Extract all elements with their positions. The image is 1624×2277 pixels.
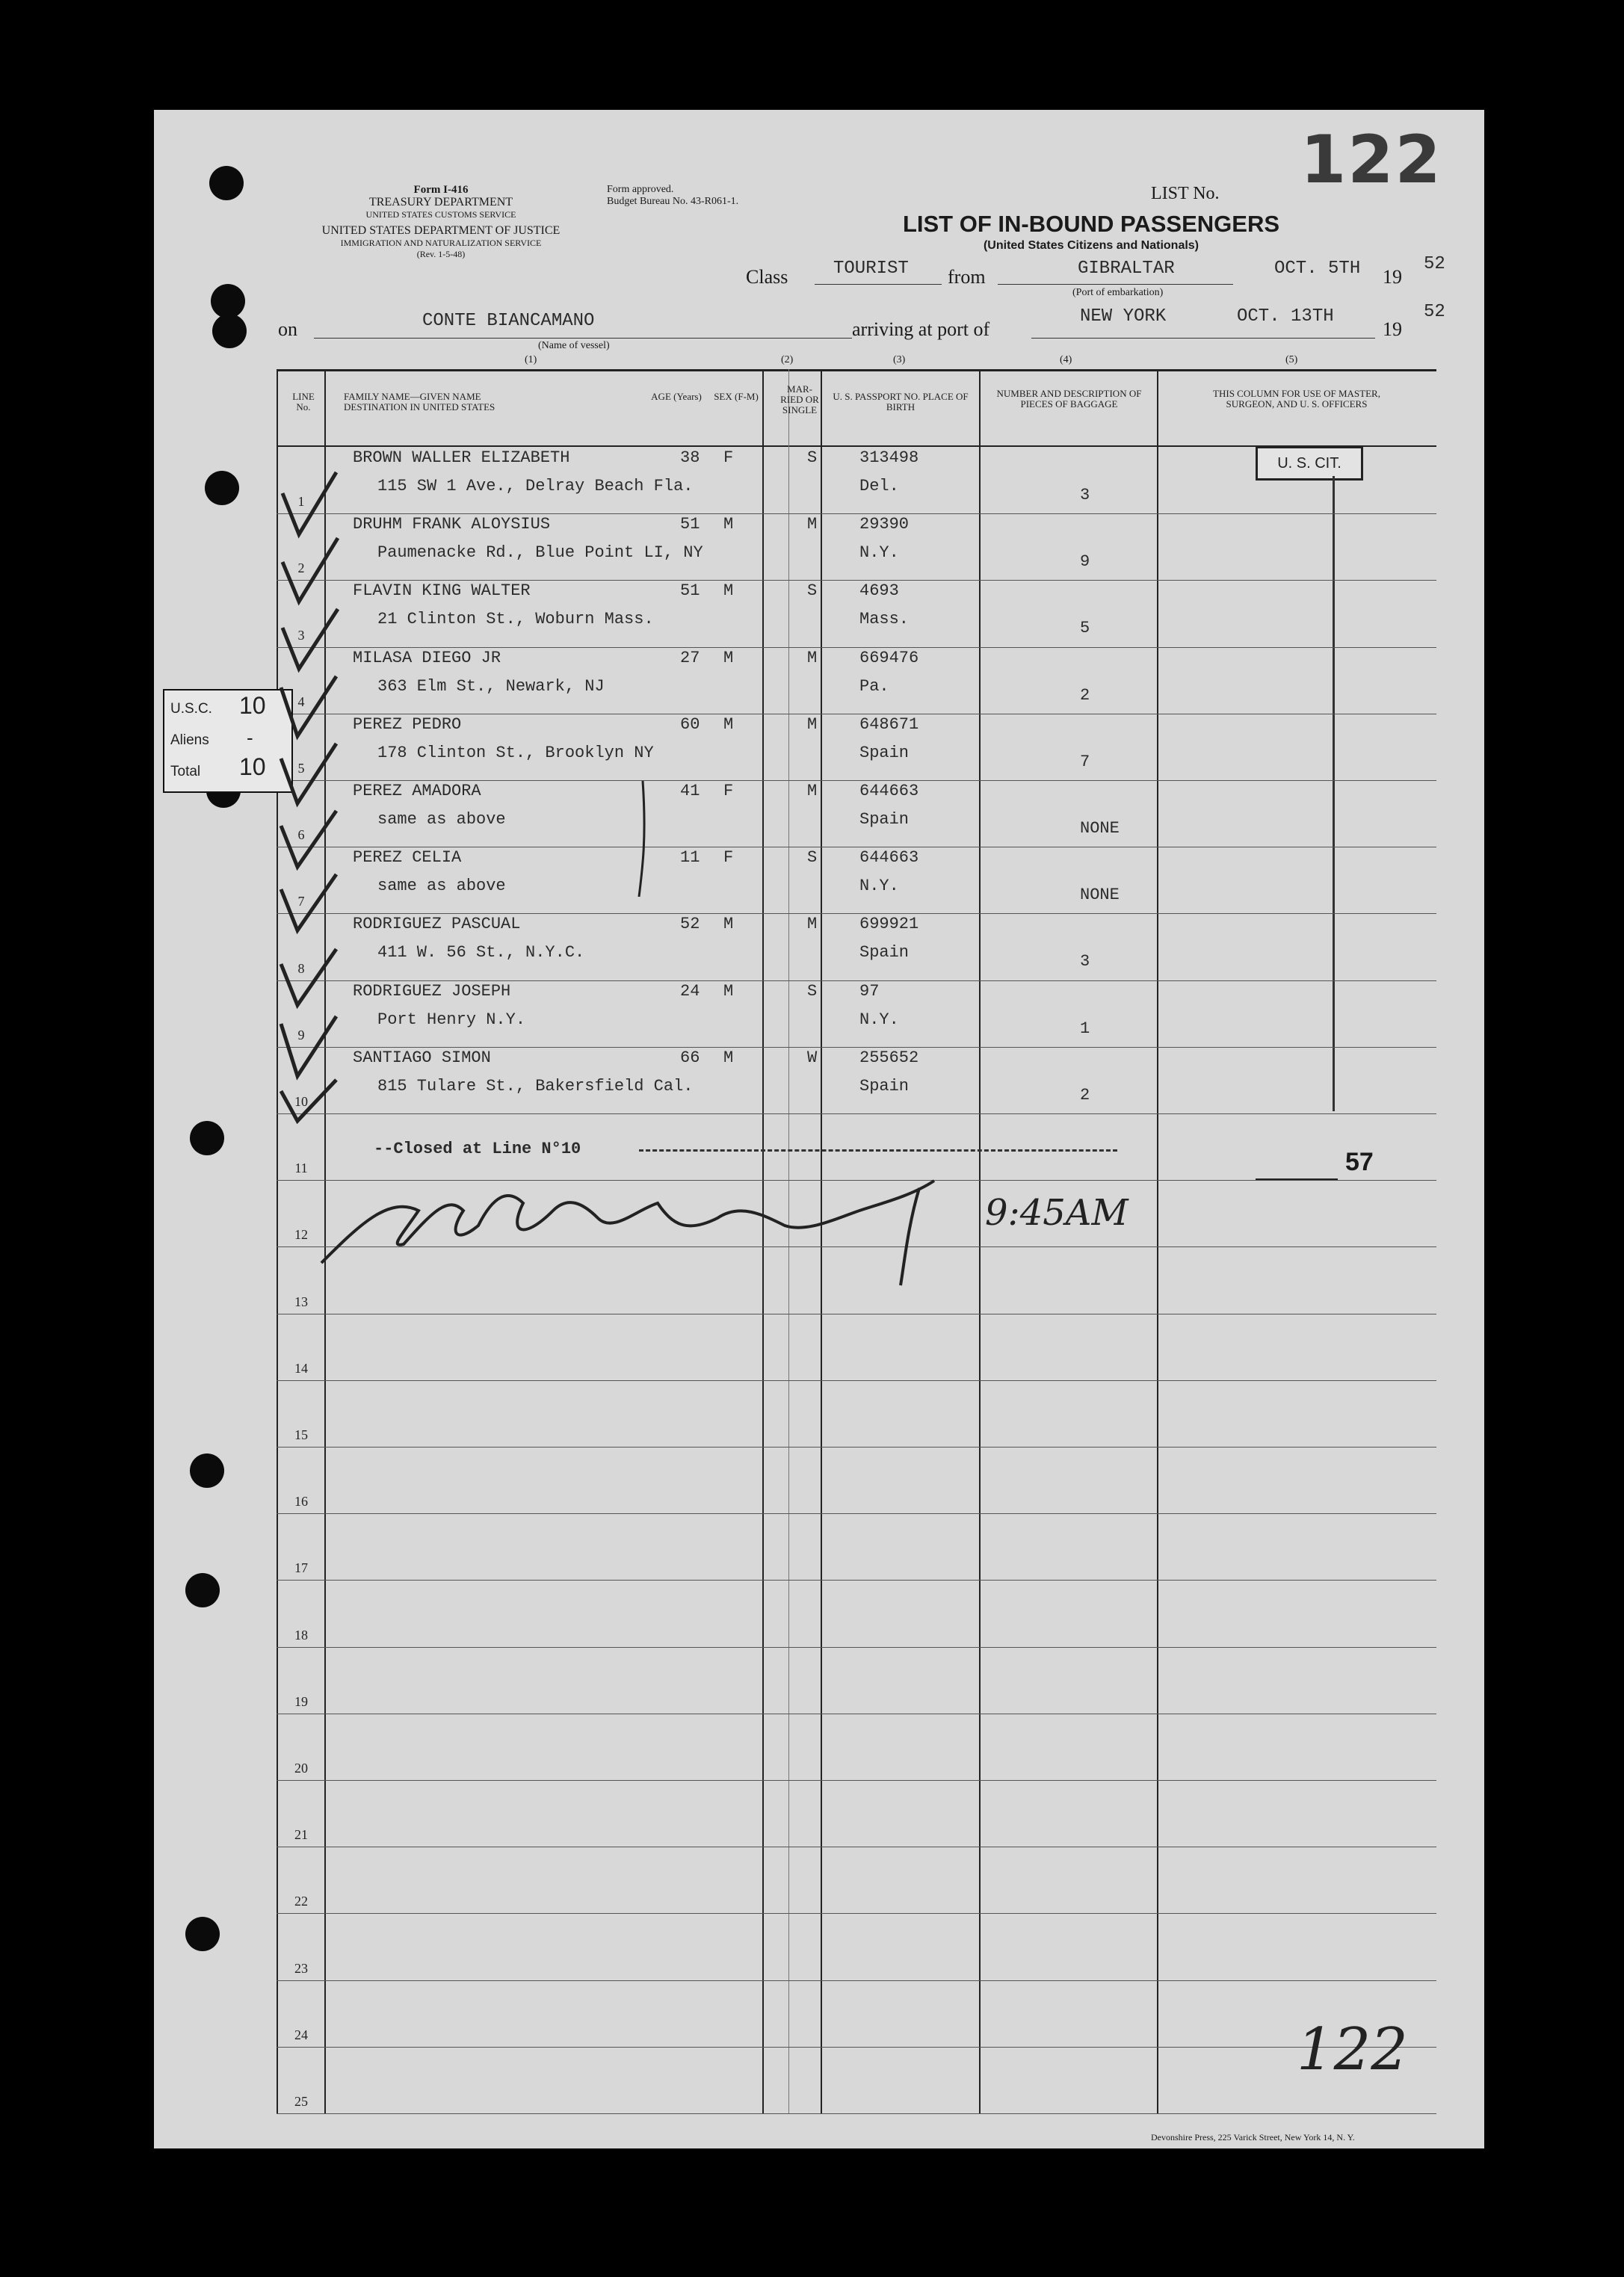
line-number: 8	[297, 960, 305, 976]
passenger-age: 51	[680, 515, 700, 534]
revision: (Rev. 1-5-48)	[416, 249, 466, 259]
passenger-address: 115 SW 1 Ave., Delray Beach Fla.	[377, 477, 694, 495]
passenger-passport: 4693	[859, 581, 899, 601]
passenger-address: Paumenacke Rd., Blue Point LI, NY	[377, 543, 703, 563]
depart-date: OCT. 5TH	[1274, 259, 1361, 279]
passenger-baggage: NONE	[1080, 886, 1120, 905]
embark-caption: (Port of embarkation)	[1072, 287, 1164, 298]
list-no-label: LIST No.	[1151, 184, 1220, 203]
passenger-age: 11	[680, 848, 700, 868]
handwritten-page-number: 122	[1297, 2016, 1408, 2083]
line-number: 20	[294, 1761, 308, 1776]
line-number: 23	[294, 1960, 308, 1976]
passenger-married: M	[807, 648, 818, 667]
line-number: 7	[297, 894, 305, 909]
line-number: 1	[297, 494, 305, 510]
col-header-officers: THIS COLUMN FOR USE OF MASTER, SURGEON, AND U. S. OFFICERS	[1213, 388, 1380, 410]
passenger-name: PEREZ CELIA	[353, 848, 462, 868]
passenger-married: M	[807, 515, 818, 534]
col-num-3: (3)	[893, 354, 906, 365]
passenger-name: PEREZ AMADORA	[353, 782, 481, 800]
line-number: 12	[294, 1227, 308, 1243]
col-header-line: LINE No.	[292, 391, 315, 413]
passenger-passport: 699921	[859, 915, 919, 934]
passenger-address: 411 W. 56 St., N.Y.C.	[377, 943, 585, 963]
line-number: 14	[294, 1360, 308, 1376]
passenger-birth: Mass.	[859, 610, 910, 629]
treasury-dept: TREASURY DEPARTMENT	[368, 196, 513, 208]
passenger-name: MILASA DIEGO JR	[353, 648, 501, 667]
passenger-address: 178 Clinton St., Brooklyn NY	[377, 743, 654, 762]
passenger-name: FLAVIN KING WALTER	[353, 581, 531, 601]
arrival-port: NEW YORK	[1080, 306, 1167, 327]
passenger-married: S	[807, 581, 818, 601]
passenger-age: 66	[680, 1048, 700, 1067]
vessel-caption: (Name of vessel)	[538, 340, 610, 351]
passenger-age: 60	[680, 714, 700, 734]
passenger-address: 21 Clinton St., Woburn Mass.	[377, 610, 654, 629]
total-label: Total	[170, 764, 201, 779]
col-header-baggage: NUMBER AND DESCRIPTION OF PIECES OF BAGGAGE	[996, 388, 1142, 410]
passenger-passport: 644663	[859, 782, 919, 800]
passenger-sex: M	[723, 1048, 734, 1067]
closed-at-line: --Closed at Line N°10	[374, 1140, 581, 1158]
form-subtitle: (United States Citizens and Nationals)	[983, 239, 1200, 252]
total-value: 10	[239, 753, 266, 780]
passenger-name: RODRIGUEZ PASCUAL	[353, 915, 521, 934]
passenger-sex: M	[723, 581, 734, 601]
line-number: 5	[297, 761, 305, 776]
col-header-age: AGE (Years)	[651, 391, 702, 402]
usc-label: U.S.C.	[170, 701, 212, 717]
printer-credit: Devonshire Press, 225 Varick Street, New York 14, N. Y.	[1151, 2132, 1355, 2142]
line-number: 3	[297, 627, 305, 643]
line-number: 10	[294, 1094, 308, 1109]
line-number: 16	[294, 1494, 308, 1510]
arrival-year: 52	[1424, 302, 1445, 322]
col-header-sex: SEX (F-M)	[714, 391, 759, 402]
line-number: 15	[294, 1427, 308, 1442]
passenger-sex: M	[723, 915, 734, 934]
passenger-address: 363 Elm St., Newark, NJ	[377, 676, 605, 696]
passenger-baggage: NONE	[1080, 819, 1120, 838]
signature-time: 9:45AM	[985, 1192, 1129, 1234]
col-num-2: (2)	[781, 354, 794, 365]
col-header-passport: U. S. PASSPORT NO. PLACE OF BIRTH	[833, 391, 969, 413]
line-number: 22	[294, 1894, 308, 1909]
passenger-baggage: 2	[1080, 685, 1090, 705]
form-id: Form I-416	[413, 184, 469, 196]
passenger-age: 38	[680, 448, 700, 467]
line-number: 19	[294, 1693, 308, 1709]
passenger-address: Port Henry N.Y.	[377, 1010, 526, 1029]
col-header-name: FAMILY NAME—GIVEN NAME DESTINATION IN UNITED STATES	[344, 391, 495, 413]
ins-service: IMMIGRATION AND NATURALIZATION SERVICE	[340, 238, 542, 248]
passenger-sex: M	[723, 515, 734, 534]
line-number: 13	[294, 1294, 308, 1309]
on-label: on	[278, 318, 297, 340]
passenger-sex: F	[723, 782, 734, 800]
total-baggage: 57	[1345, 1148, 1374, 1176]
passenger-married: M	[807, 782, 818, 800]
passenger-birth: Spain	[859, 810, 910, 829]
depart-year: 52	[1424, 254, 1445, 274]
passenger-baggage: 9	[1080, 552, 1090, 572]
passenger-married: S	[807, 981, 818, 1001]
passenger-birth: Pa.	[859, 676, 889, 696]
passenger-sex: F	[723, 848, 734, 868]
page-number-stamp: 122	[1300, 121, 1442, 198]
line-number: 4	[297, 693, 305, 709]
us-citizen-stamp: U. S. CIT.	[1256, 446, 1363, 481]
passenger-married: S	[807, 448, 818, 467]
passenger-baggage: 3	[1080, 952, 1090, 971]
justice-dept: UNITED STATES DEPARTMENT OF JUSTICE	[321, 224, 561, 237]
arriving-label: arriving at port of	[852, 318, 990, 340]
passenger-married: M	[807, 915, 818, 934]
aliens-label: Aliens	[170, 732, 209, 748]
col-header-married: MAR-RIED OR SINGLE	[780, 383, 819, 415]
arrival-date: OCT. 13TH	[1237, 306, 1334, 327]
passenger-birth: Del.	[859, 477, 899, 495]
line-number: 6	[297, 827, 305, 843]
col-num-1: (1)	[525, 354, 537, 365]
passenger-baggage: 3	[1080, 486, 1090, 504]
col-num-5: (5)	[1285, 354, 1298, 365]
passenger-passport: 644663	[859, 848, 919, 868]
passenger-birth: N.Y.	[859, 877, 899, 896]
passenger-age: 51	[680, 581, 700, 601]
passenger-age: 52	[680, 915, 700, 934]
arrival-year-prefix: 19	[1383, 318, 1402, 340]
line-number: 21	[294, 1827, 308, 1843]
class-value: TOURIST	[833, 259, 909, 279]
line-number: 25	[294, 2094, 308, 2109]
line-number: 9	[297, 1027, 305, 1042]
line-number: 2	[297, 560, 305, 576]
passenger-sex: M	[723, 648, 734, 667]
line-number: 17	[294, 1560, 308, 1576]
form-title: LIST OF IN-BOUND PASSENGERS	[902, 211, 1280, 237]
passenger-name: SANTIAGO SIMON	[353, 1048, 491, 1067]
vessel-name: CONTE BIANCAMANO	[422, 311, 595, 331]
passenger-baggage: 5	[1080, 619, 1090, 638]
passenger-sex: M	[723, 981, 734, 1001]
line-number: 18	[294, 1627, 308, 1643]
embark-port: GIBRALTAR	[1078, 259, 1175, 279]
passenger-birth: Spain	[859, 1076, 910, 1096]
passenger-name: PEREZ PEDRO	[353, 714, 462, 734]
class-label: Class	[746, 266, 788, 288]
passenger-age: 41	[680, 782, 700, 800]
passenger-passport: 648671	[859, 714, 919, 734]
passenger-passport: 313498	[859, 448, 919, 467]
passenger-name: BROWN WALLER ELIZABETH	[353, 448, 570, 467]
col-num-4: (4)	[1060, 354, 1072, 365]
customs-service: UNITED STATES CUSTOMS SERVICE	[365, 209, 516, 220]
passenger-age: 24	[680, 981, 700, 1001]
budget-bureau: Budget Bureau No. 43-R061-1.	[607, 196, 739, 207]
passenger-address: same as above	[377, 877, 506, 896]
passenger-birth: N.Y.	[859, 1010, 899, 1029]
depart-year-prefix: 19	[1383, 266, 1402, 288]
passenger-address: same as above	[377, 810, 506, 829]
passenger-name: RODRIGUEZ JOSEPH	[353, 981, 511, 1001]
from-label: from	[948, 266, 986, 288]
line-number: 11	[294, 1161, 308, 1176]
passenger-baggage: 1	[1080, 1019, 1090, 1038]
passenger-passport: 255652	[859, 1048, 919, 1067]
aliens-value: -	[247, 726, 253, 749]
passenger-passport: 29390	[859, 515, 910, 534]
passenger-address: 815 Tulare St., Bakersfield Cal.	[377, 1076, 694, 1096]
passenger-age: 27	[680, 648, 700, 667]
passenger-married: W	[807, 1048, 818, 1067]
passenger-sex: M	[723, 714, 734, 734]
passenger-birth: Spain	[859, 943, 910, 963]
passenger-baggage: 7	[1080, 752, 1090, 771]
passenger-birth: N.Y.	[859, 543, 899, 563]
passenger-passport: 97	[859, 981, 880, 1001]
line-number: 24	[294, 2027, 308, 2042]
passenger-married: M	[807, 714, 818, 734]
passenger-baggage: 2	[1080, 1085, 1090, 1104]
passenger-married: S	[807, 848, 818, 868]
form-approved: Form approved.	[607, 184, 674, 195]
passenger-sex: F	[723, 448, 734, 467]
passenger-birth: Spain	[859, 743, 910, 762]
passenger-name: DRUHM FRANK ALOYSIUS	[353, 515, 551, 534]
usc-value: 10	[239, 692, 266, 719]
passenger-passport: 669476	[859, 648, 919, 667]
